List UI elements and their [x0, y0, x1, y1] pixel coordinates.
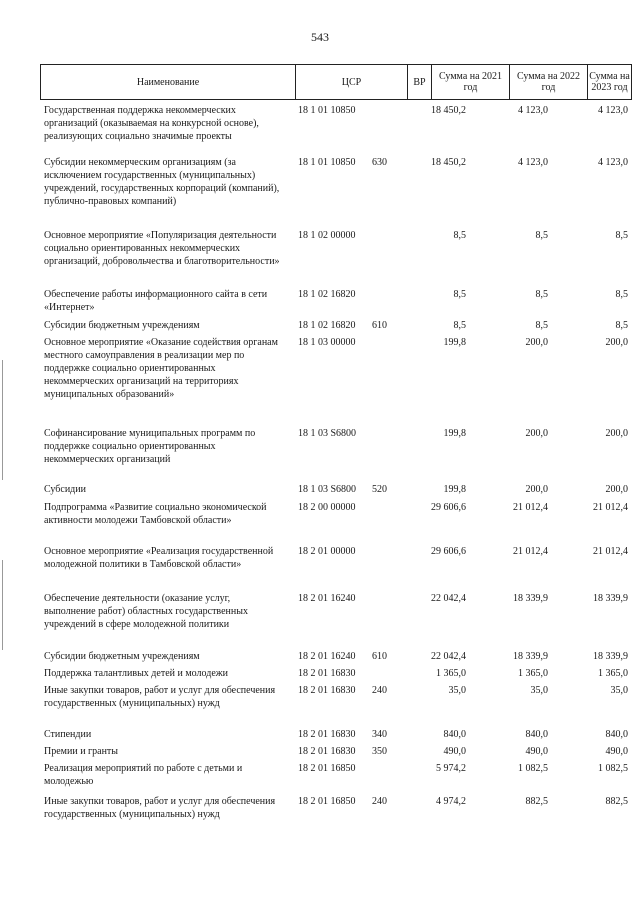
row-name: Субсидии некоммерческим организациям (за исключением государственных (муниципальных) учреждений, государственных корпораций (компаний), публично-правовых компаний)	[44, 157, 280, 207]
page-number: 543	[311, 30, 329, 44]
row-sum-2022: 1 365,0	[518, 668, 548, 679]
row-sum-2021: 4 974,2	[436, 796, 466, 807]
row-name: Обеспечение деятельности (оказание услуг, выполнение работ) областных государственных учреждений в сфере молодежной политики	[44, 593, 248, 630]
table-row	[0, 156, 640, 229]
row-vr: 240	[372, 685, 387, 696]
row-sum-2023: 200,0	[605, 428, 628, 439]
row-sum-2023: 1 365,0	[598, 668, 628, 679]
row-csr: 18 2 01 16850	[298, 796, 356, 807]
row-vr: 610	[372, 320, 387, 331]
row-csr: 18 1 03 00000	[298, 337, 356, 348]
table-row	[0, 229, 640, 288]
row-sum-2023: 840,0	[605, 729, 628, 740]
table-row	[0, 319, 640, 336]
row-sum-2021: 22 042,4	[431, 651, 466, 662]
row-sum-2022: 200,0	[525, 484, 548, 495]
row-sum-2022: 490,0	[525, 746, 548, 757]
row-sum-2023: 490,0	[605, 746, 628, 757]
row-vr: 350	[372, 746, 387, 757]
table-row	[0, 795, 640, 839]
table-row	[0, 336, 640, 427]
row-sum-2021: 8,5	[453, 230, 466, 241]
header-name: Наименование	[136, 76, 200, 88]
row-sum-2023: 21 012,4	[593, 546, 628, 557]
row-sum-2022: 18 339,9	[513, 651, 548, 662]
row-sum-2021: 1 365,0	[436, 668, 466, 679]
row-vr: 610	[372, 651, 387, 662]
row-name: Субсидии	[44, 484, 86, 495]
table-row	[0, 483, 640, 501]
header-sum-2023: Сумма на 2023 год	[587, 65, 631, 99]
row-sum-2021: 18 450,2	[431, 157, 466, 168]
row-name: Субсидии бюджетным учреждениям	[44, 651, 200, 662]
row-csr: 18 2 00 00000	[298, 502, 356, 513]
row-sum-2022: 35,0	[530, 685, 548, 696]
row-sum-2023: 882,5	[605, 796, 628, 807]
row-sum-2021: 35,0	[448, 685, 466, 696]
row-csr: 18 2 01 16830	[298, 685, 356, 696]
row-name: Иные закупки товаров, работ и услуг для обеспечения государственных (муниципальных) нужд	[44, 685, 276, 709]
table-row	[0, 745, 640, 762]
row-vr: 520	[372, 484, 387, 495]
row-name: Премии и гранты	[44, 746, 119, 757]
row-csr: 18 2 01 00000	[298, 546, 356, 557]
row-sum-2023: 35,0	[610, 685, 628, 696]
row-sum-2021: 490,0	[443, 746, 466, 757]
row-sum-2023: 21 012,4	[593, 502, 628, 513]
table-row	[0, 288, 640, 319]
row-sum-2022: 18 339,9	[513, 593, 548, 604]
row-csr: 18 2 01 16850	[298, 763, 356, 774]
header-csr: ЦСР	[295, 65, 407, 99]
scan-margin-mark	[2, 360, 3, 480]
row-sum-2022: 21 012,4	[513, 502, 548, 513]
row-sum-2021: 199,8	[443, 337, 466, 348]
row-sum-2022: 200,0	[525, 428, 548, 439]
row-name: Обеспечение работы информационного сайта в сети «Интернет»	[44, 289, 268, 313]
row-sum-2023: 200,0	[605, 337, 628, 348]
scan-margin-mark	[2, 560, 3, 650]
table-row	[0, 667, 640, 684]
row-sum-2021: 29 606,6	[431, 546, 466, 557]
row-sum-2021: 5 974,2	[436, 763, 466, 774]
row-vr: 240	[372, 796, 387, 807]
header-sum-2021: Сумма на 2021 год	[431, 65, 509, 99]
row-name: Подпрограмма «Развитие социально экономической активности молодежи Тамбовской области»	[44, 502, 267, 526]
row-name: Реализация мероприятий по работе с детьми и молодежью	[44, 763, 243, 787]
row-sum-2023: 200,0	[605, 484, 628, 495]
row-sum-2021: 840,0	[443, 729, 466, 740]
header-sum-2022: Сумма на 2022 год	[509, 65, 587, 99]
row-csr: 18 1 03 S6800	[298, 484, 357, 495]
row-csr: 18 1 03 S6800	[298, 428, 357, 439]
row-sum-2023: 8,5	[615, 289, 628, 300]
row-csr: 18 2 01 16830	[298, 668, 356, 679]
row-sum-2022: 4 123,0	[518, 105, 548, 116]
row-sum-2022: 8,5	[535, 320, 548, 331]
row-sum-2023: 8,5	[615, 230, 628, 241]
row-sum-2022: 4 123,0	[518, 157, 548, 168]
row-name: Софинансирование муниципальных программ по поддержке социально ориентированных некоммерческих организаций	[44, 428, 256, 465]
table-header	[40, 64, 632, 100]
row-csr: 18 2 01 16240	[298, 593, 356, 604]
row-sum-2023: 8,5	[615, 320, 628, 331]
table-row	[0, 762, 640, 795]
row-sum-2022: 882,5	[525, 796, 548, 807]
row-csr: 18 1 01 10850	[298, 157, 356, 168]
row-sum-2023: 4 123,0	[598, 105, 628, 116]
row-csr: 18 1 02 00000	[298, 230, 356, 241]
row-name: Государственная поддержка некоммерческих организаций (оказываемая на конкурсной основе), реализующих социально значимые проекты	[44, 105, 259, 142]
table-row	[0, 104, 640, 156]
header-vr: ВР	[407, 65, 431, 99]
row-sum-2022: 840,0	[525, 729, 548, 740]
row-csr: 18 2 01 16830	[298, 729, 356, 740]
row-sum-2021: 22 042,4	[431, 593, 466, 604]
table-row	[0, 427, 640, 483]
table-row	[0, 684, 640, 728]
row-name: Основное мероприятие «Реализация государственной молодежной политики в Тамбовской области»	[44, 546, 274, 570]
row-sum-2023: 4 123,0	[598, 157, 628, 168]
row-name: Основное мероприятие «Оказание содействия органам местного самоуправления в реализации мер по поддержке социально ориентированных некоммерческих организаций на территориях муниципальных образований»	[44, 337, 278, 400]
row-vr: 630	[372, 157, 387, 168]
row-sum-2022: 1 082,5	[518, 763, 548, 774]
row-sum-2022: 21 012,4	[513, 546, 548, 557]
row-sum-2022: 8,5	[535, 230, 548, 241]
row-sum-2022: 200,0	[525, 337, 548, 348]
row-sum-2021: 8,5	[453, 289, 466, 300]
table-row	[0, 728, 640, 745]
row-vr: 340	[372, 729, 387, 740]
row-sum-2023: 1 082,5	[598, 763, 628, 774]
row-csr: 18 1 01 10850	[298, 105, 356, 116]
row-sum-2021: 199,8	[443, 484, 466, 495]
row-csr: 18 1 02 16820	[298, 320, 356, 331]
row-name: Субсидии бюджетным учреждениям	[44, 320, 200, 331]
row-sum-2023: 18 339,9	[593, 651, 628, 662]
table-body	[0, 104, 640, 839]
row-sum-2023: 18 339,9	[593, 593, 628, 604]
row-sum-2022: 8,5	[535, 289, 548, 300]
row-sum-2021: 8,5	[453, 320, 466, 331]
row-name: Иные закупки товаров, работ и услуг для обеспечения государственных (муниципальных) нужд	[44, 796, 276, 820]
row-name: Стипендии	[44, 729, 92, 740]
row-csr: 18 2 01 16830	[298, 746, 356, 757]
row-sum-2021: 18 450,2	[431, 105, 466, 116]
row-sum-2021: 199,8	[443, 428, 466, 439]
table-row	[0, 501, 640, 545]
table-row	[0, 545, 640, 592]
row-csr: 18 1 02 16820	[298, 289, 356, 300]
row-sum-2021: 29 606,6	[431, 502, 466, 513]
row-name: Поддержка талантливых детей и молодежи	[44, 668, 229, 679]
table-row	[0, 592, 640, 650]
row-name: Основное мероприятие «Популяризация деятельности социально ориентированных некоммерческих организаций, добровольчества и благотворительности»	[44, 230, 280, 267]
row-csr: 18 2 01 16240	[298, 651, 356, 662]
table-row	[0, 650, 640, 667]
